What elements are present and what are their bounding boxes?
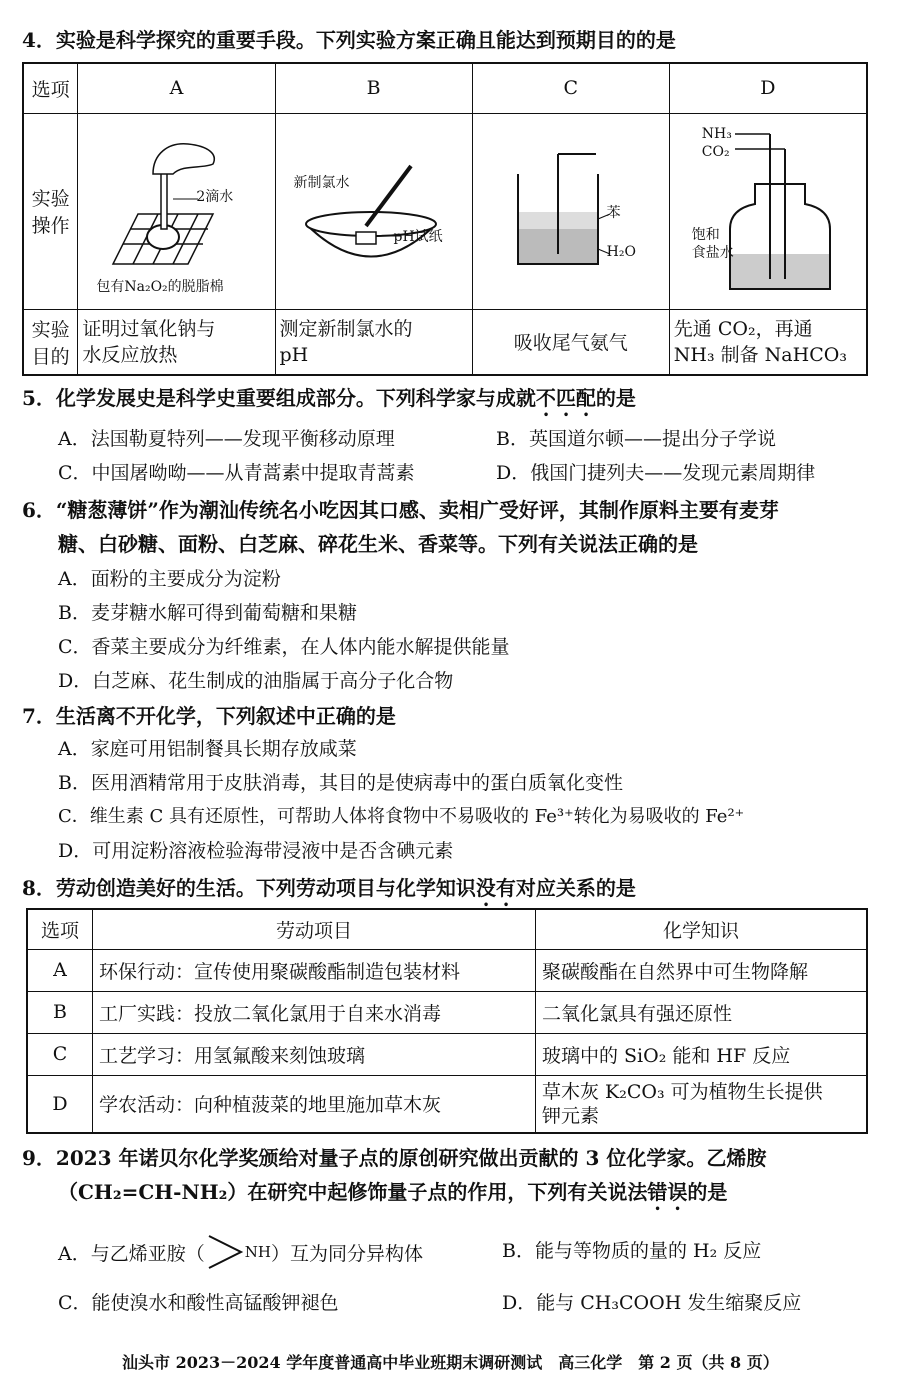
q7-option-c: C．维生素 C 具有还原性，可帮助人体将食物中不易吸收的 Fe³⁺转化为易吸收的 Fe²⁺ (58, 806, 745, 827)
q4-head-a: A (78, 63, 275, 113)
table-row: A 环保行动：宣传使用聚碳酸酯制造包装材料 聚碳酸酯在自然界中可生物降解 (27, 949, 867, 991)
q4-goal-label: 实验 目的 (23, 309, 78, 375)
q8-header-row (27, 909, 867, 949)
fig-a-cotton-label: 包有Na₂O₂的脱脂棉 (96, 278, 224, 295)
q4-head-option: 选项 (23, 63, 78, 113)
q4-head-c: C (472, 63, 669, 113)
q5-option-a: A．法国勒夏特列——发现平衡移动原理 (58, 428, 395, 450)
q9-option-d: D．能与 CH₃COOH 发生缩聚反应 (502, 1292, 802, 1314)
fig-c-benzene-label: 苯 (606, 204, 621, 221)
q7-stem: 7．生活离不开化学，下列叙述中正确的是 (22, 704, 396, 728)
q9-option-b: B．能与等物质的量的 H₂ 反应 (502, 1240, 762, 1262)
chlorine-water-ph-diagram (281, 114, 467, 304)
q6-option-d: D．白芝麻、花生制成的油脂属于高分子化合物 (58, 670, 454, 692)
aziridine-ring-icon (205, 1232, 245, 1272)
fig-a-drops-label: 2滴水 (196, 188, 234, 205)
q8-stem: 8．劳动创造美好的生活。下列劳动项目与化学知识没有对应关系的是 (22, 876, 636, 900)
fig-b-water-label: 新制氯水 (293, 174, 350, 191)
q4-figure-a (78, 113, 275, 309)
fig-c-water-label: H₂O (606, 243, 636, 260)
q4-figure-c (472, 113, 669, 309)
q5-option-d: D．俄国门捷列夫——发现元素周期律 (496, 462, 816, 484)
q4-head-b: B (275, 63, 472, 113)
q8-head-option: 选项 (27, 909, 93, 949)
q9-option-a: A．与乙烯亚胺（ NH ）互为同分异构体 (58, 1232, 423, 1272)
table-row: B 工厂实践：投放二氧化氯用于自来水消毒 二氧化氯具有强还原性 (27, 991, 867, 1033)
q4-goal-d: 先通 CO₂，再通 NH₃ 制备 NaHCO₃ (669, 309, 867, 375)
q4-stem: 4．实验是科学探究的重要手段。下列实验方案正确且能达到预期目的的是 (22, 28, 676, 52)
q4-operation-label: 实验 操作 (23, 113, 78, 309)
q4-figure-b (275, 113, 472, 309)
ammonia-absorption-diagram (478, 114, 664, 304)
q4-header-row (23, 63, 867, 113)
q6-option-c: C．香菜主要成分为纤维素，在人体内能水解提供能量 (58, 636, 510, 658)
fig-d-co2-label: CO₂ (701, 143, 730, 160)
q4-table (22, 62, 868, 376)
q8-head-task: 劳动项目 (93, 909, 536, 949)
fig-b-paper-label: pH试纸 (393, 228, 443, 245)
q7-option-d: D．可用淀粉溶液检验海带浸液中是否含碘元素 (58, 840, 454, 862)
q7-option-a: A．家庭可用铝制餐具长期存放咸菜 (58, 738, 357, 760)
q6-stem-line2: 糖、白砂糖、面粉、白芝麻、碎花生米、香菜等。下列有关说法正确的是 (58, 532, 698, 556)
q5-stem: 5．化学发展史是科学史重要组成部分。下列科学家与成就不匹配的是 (22, 386, 636, 410)
fig-d-brine-label-1: 饱和 (691, 226, 720, 243)
nahco3-preparation-diagram (675, 114, 861, 304)
q4-goal-c: 吸收尾气氨气 (472, 309, 669, 375)
fig-d-nh3-label: NH₃ (701, 125, 732, 142)
q6-stem-line1: 6．“糖葱薄饼”作为潮汕传统名小吃因其口感、卖相广受好评，其制作原料主要有麦芽 (22, 498, 779, 522)
q8-head-knowledge: 化学知识 (536, 909, 868, 949)
q4-head-d: D (669, 63, 867, 113)
q4-figure-d (669, 113, 867, 309)
q9-stem-line1: 9．2023 年诺贝尔化学奖颁给对量子点的原创研究做出贡献的 3 位化学家。乙烯胺 (22, 1146, 767, 1170)
q9-stem-line2: （CH₂=CH-NH₂）在研究中起修饰量子点的作用，下列有关说法错误的是 (58, 1180, 728, 1204)
q8-table (26, 908, 868, 1134)
q9-option-c: C．能使溴水和酸性高锰酸钾褪色 (58, 1292, 339, 1314)
table-row: C 工艺学习：用氢氟酸来刻蚀玻璃 玻璃中的 SiO₂ 能和 HF 反应 (27, 1033, 867, 1075)
q4-operation-row (23, 113, 867, 309)
page-footer: 汕头市 2023－2024 学年度普通高中毕业班期末调研测试 高三化学 第 2 页（共 8 页） (122, 1353, 779, 1372)
q5-option-c: C．中国屠呦呦——从青蒿素中提取青蒿素 (58, 462, 415, 484)
q6-option-b: B．麦芽糖水解可得到葡萄糖和果糖 (58, 602, 357, 624)
q4-goal-a: 证明过氧化钠与 水反应放热 (78, 309, 275, 375)
q4-goal-b: 测定新制氯水的 pH (275, 309, 472, 375)
q4-goal-row (23, 309, 867, 375)
q5-option-b: B．英国道尔顿——提出分子学说 (496, 428, 776, 450)
table-row: D 学农活动：向种植菠菜的地里施加草木灰 草木灰 K₂CO₃ 可为植物生长提供 钾元素 (27, 1075, 867, 1133)
q7-option-b: B．医用酒精常用于皮肤消毒，其目的是使病毒中的蛋白质氧化变性 (58, 772, 623, 794)
fig-d-brine-label-2: 食盐水 (691, 244, 734, 261)
q6-option-a: A．面粉的主要成分为淀粉 (58, 568, 281, 590)
